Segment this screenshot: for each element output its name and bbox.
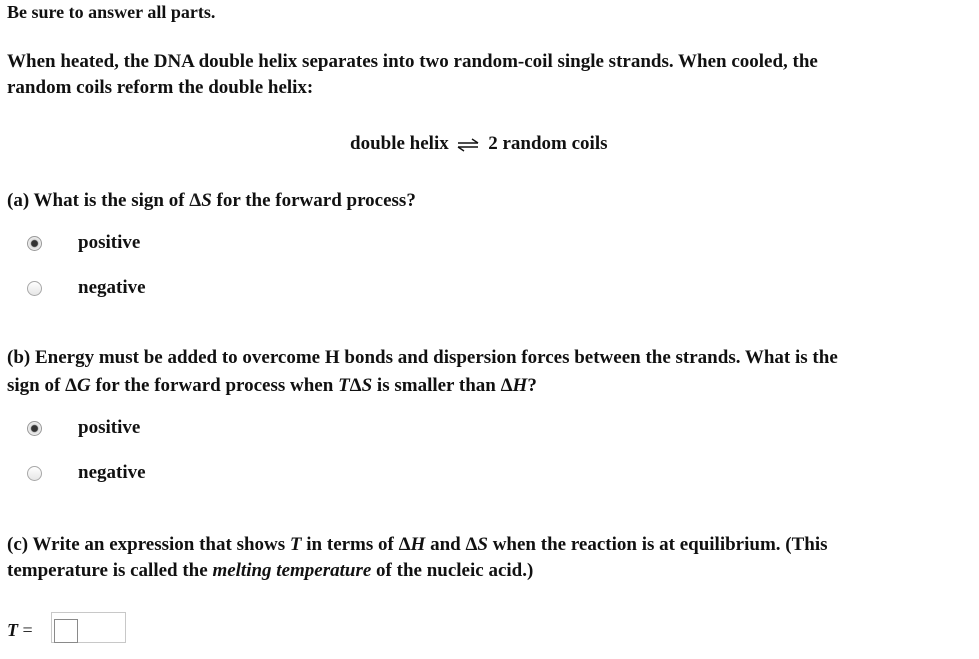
equation-left: double helix <box>350 133 449 154</box>
equation <box>350 131 608 157</box>
intro-line-2: random coils reform the double helix: <box>7 77 314 98</box>
part-a-option-negative: negative <box>78 277 146 298</box>
part-b-line-2: sign of ΔG for the forward process when TΔS is smaller than ΔH? <box>7 375 537 396</box>
part-a-question: (a) What is the sign of ΔS for the forward process? <box>7 190 416 211</box>
part-c-line-2: temperature is called the melting temperature of the nucleic acid.) <box>7 560 534 581</box>
answer-label: T = <box>7 620 33 640</box>
part-a-radio-negative[interactable] <box>27 281 42 296</box>
part-b-radio-negative[interactable] <box>27 466 42 481</box>
part-b-option-positive: positive <box>78 417 141 438</box>
delta-symbol: Δ <box>189 190 202 211</box>
instruction-text: Be sure to answer all parts. <box>7 2 216 22</box>
equation-right: 2 random coils <box>488 133 608 154</box>
part-b-line-1: (b) Energy must be added to overcome H bonds and dispersion forces between the strands. What is the <box>7 347 838 368</box>
part-c-line-1: (c) Write an expression that shows T in terms of ΔH and ΔS when the reaction is at equilibrium. (This <box>7 534 828 555</box>
equilibrium-arrow-icon <box>457 138 479 152</box>
part-a-option-positive: positive <box>78 232 141 253</box>
answer-input-field[interactable] <box>54 619 78 643</box>
part-b-option-negative: negative <box>78 462 146 483</box>
part-b-radio-positive[interactable] <box>27 421 42 436</box>
answer-input-box[interactable] <box>51 612 126 643</box>
part-a-radio-positive[interactable] <box>27 236 42 251</box>
intro-line-1: When heated, the DNA double helix separates into two random-coil single strands. When cooled, the <box>7 51 818 72</box>
